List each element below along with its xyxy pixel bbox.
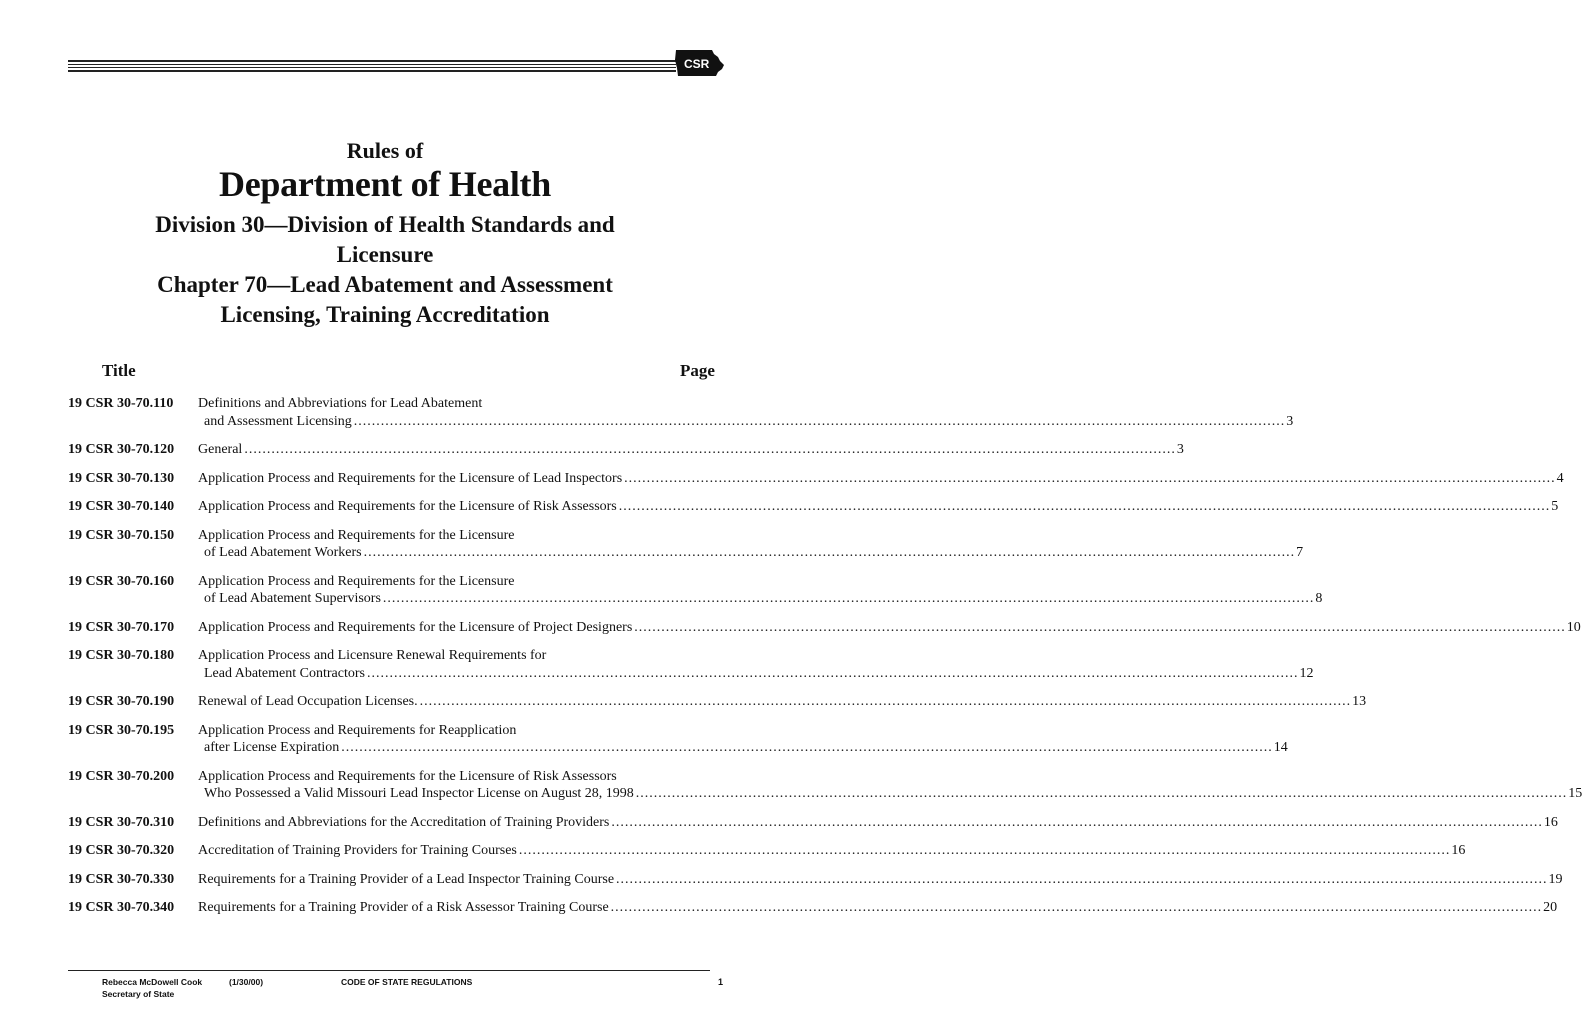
toc-dot-leader [609, 899, 1543, 917]
toc-dot-leader [362, 544, 1296, 562]
toc-entry[interactable] [68, 722, 1288, 757]
toc-entry-body [198, 693, 1366, 711]
toc-entry-title: Requirements for a Training Provider of a Lead Inspector Training Course [198, 871, 615, 887]
toc-entry-page: 10 [1566, 619, 1581, 635]
toc-entry-title: Definitions and Abbreviations for Lead Abatement [198, 396, 483, 411]
toc-entry-body [198, 619, 1581, 637]
toc-entry-code: 19 CSR 30-70.160 [68, 573, 175, 589]
toc-entry[interactable] [68, 395, 1294, 430]
toc-entry[interactable] [68, 619, 1581, 637]
toc-entry-page: 4 [1556, 470, 1564, 486]
toc-dot-leader [614, 871, 1548, 889]
footer-role: Secretary of State [102, 989, 175, 999]
toc-entry-title: Application Process and Requirements for the Licensure [198, 573, 515, 589]
toc-entry-code: 19 CSR 30-70.150 [68, 527, 175, 543]
toc-entry-title-continued: Who Possessed a Valid Missouri Lead Inspector License on August 28, 1998 [204, 786, 634, 801]
toc-entry-code: 19 CSR 30-70.190 [68, 694, 175, 709]
toc-entry-title-continued: and Assessment Licensing [204, 413, 352, 429]
toc-entry-code: 19 CSR 30-70.310 [68, 814, 175, 830]
toc-entry-title: Application Process and Requirements for the Licensure [198, 527, 515, 543]
toc-entry-page: 12 [1299, 665, 1314, 681]
toc-entry-body [198, 647, 1313, 682]
toc-entry[interactable] [68, 470, 1564, 488]
toc-entry-title: Accreditation of Training Providers for Training Courses [198, 843, 517, 858]
toc-dot-leader [609, 814, 1543, 832]
toc-entry-page: 8 [1315, 591, 1323, 606]
toc-entry[interactable] [68, 842, 1466, 860]
toc-entry[interactable] [68, 693, 1367, 711]
toc-entry-page: 3 [1176, 442, 1184, 457]
toc-dot-leader [634, 785, 1568, 803]
toc-entry-code: 19 CSR 30-70.120 [68, 442, 175, 457]
toc-entry-body [198, 527, 1303, 562]
toc-entry[interactable] [68, 814, 1558, 832]
toc-entry-title: General [198, 442, 243, 457]
toc-entry-body [198, 498, 1558, 516]
toc-entry-body [198, 573, 1322, 608]
toc-entry-title: Definitions and Abbreviations for the Accreditation of Training Providers [198, 814, 610, 830]
chapter-heading-line1: Chapter 70—Lead Abatement and Assessment [157, 272, 613, 297]
footer-page-number: 1 [718, 977, 724, 987]
toc-entry[interactable] [68, 768, 1582, 803]
toc-entry-body [198, 899, 1557, 917]
toc-entry-page: 7 [1296, 545, 1304, 560]
toc-entry-page: 19 [1548, 871, 1563, 887]
table-of-contents [68, 395, 1582, 928]
toc-dot-leader [242, 441, 1176, 459]
toc-entry-code: 19 CSR 30-70.340 [68, 900, 175, 915]
toc-entry-code: 19 CSR 30-70.130 [68, 470, 175, 486]
toc-entry-page: 5 [1551, 499, 1559, 514]
chapter-heading [115, 270, 655, 330]
division-heading-line2: Licensure [336, 242, 434, 267]
toc-entry-title-continued: of Lead Abatement Workers [204, 545, 362, 560]
toc-entry-title: Application Process and Licensure Renewal Requirements for [198, 648, 547, 663]
footer-author: Rebecca McDowell Cook [102, 977, 203, 987]
toc-entry-title: Requirements for a Training Provider of a Risk Assessor Training Course [198, 900, 609, 915]
toc-entry-title-continued: of Lead Abatement Supervisors [204, 591, 381, 606]
toc-entry-code: 19 CSR 30-70.200 [68, 768, 175, 784]
toc-dot-leader [632, 619, 1566, 637]
toc-entry[interactable] [68, 573, 1323, 608]
toc-entry-code: 19 CSR 30-70.140 [68, 499, 175, 514]
footer-publication: CODE OF STATE REGULATIONS [341, 977, 473, 987]
toc-entry-title: Renewal of Lead Occupation Licenses. [198, 694, 418, 709]
toc-entry-code: 19 CSR 30-70.170 [68, 619, 175, 635]
toc-entry[interactable] [68, 899, 1558, 917]
toc-dot-leader [365, 665, 1299, 683]
toc-dot-leader [617, 498, 1551, 516]
toc-entry-title: Application Process and Requirements for the Licensure of Project Designers [198, 619, 633, 635]
toc-entry-body [198, 441, 1184, 459]
toc-entry-code: 19 CSR 30-70.110 [68, 396, 174, 411]
toc-dot-leader [339, 739, 1273, 757]
department-title: Department of Health [219, 164, 551, 204]
division-heading [125, 210, 645, 270]
toc-entry-body [198, 814, 1558, 832]
toc-entry-code: 19 CSR 30-70.195 [68, 722, 175, 738]
toc-entry-page: 15 [1568, 786, 1582, 801]
badge-text: CSR [684, 57, 710, 71]
toc-entry-body [198, 842, 1465, 860]
csr-state-badge-icon [674, 48, 726, 78]
toc-dot-leader [352, 413, 1286, 431]
chapter-heading-line2: Licensing, Training Accreditation [220, 302, 550, 327]
toc-entry-code: 19 CSR 30-70.320 [68, 843, 175, 858]
toc-entry-page: 16 [1451, 843, 1466, 858]
toc-entry[interactable] [68, 498, 1559, 516]
toc-entry[interactable] [68, 647, 1314, 682]
footer-rule [68, 970, 710, 971]
toc-entry-body [198, 470, 1564, 488]
toc-entry-body [198, 395, 1293, 430]
column-heading-title: Title [102, 361, 136, 380]
toc-dot-leader [622, 470, 1556, 488]
toc-entry-body [198, 722, 1288, 757]
toc-entry-body [198, 871, 1563, 889]
division-heading-line1: Division 30—Division of Health Standards and [155, 212, 615, 237]
column-heading-page: Page [680, 361, 715, 380]
toc-entry-page: 20 [1543, 900, 1558, 915]
toc-dot-leader [517, 842, 1451, 860]
footer-date: (1/30/00) [229, 977, 264, 987]
toc-entry-title: Application Process and Requirements for Reapplication [198, 722, 517, 738]
toc-entry-page: 13 [1352, 694, 1367, 709]
toc-entry-body [198, 768, 1582, 803]
toc-entry-title: Application Process and Requirements for the Licensure of Risk Assessors [198, 499, 617, 514]
toc-entry[interactable] [68, 441, 1184, 459]
toc-dot-leader [381, 590, 1315, 608]
toc-entry-page: 14 [1273, 740, 1288, 755]
toc-entry-title: Application Process and Requirements for the Licensure of Risk Assessors [198, 768, 617, 784]
toc-entry-code: 19 CSR 30-70.330 [68, 871, 175, 887]
toc-entry[interactable] [68, 527, 1304, 562]
toc-entry-page: 3 [1286, 413, 1294, 429]
toc-entry[interactable] [68, 871, 1563, 889]
toc-entry-page: 16 [1543, 814, 1558, 830]
toc-entry-title-continued: after License Expiration [204, 740, 340, 755]
toc-entry-code: 19 CSR 30-70.180 [68, 648, 175, 663]
header-rule [68, 60, 676, 72]
toc-dot-leader [418, 693, 1352, 711]
rules-of-heading: Rules of [346, 138, 424, 163]
toc-entry-title: Application Process and Requirements for the Licensure of Lead Inspectors [198, 470, 623, 486]
toc-entry-title-continued: Lead Abatement Contractors [204, 665, 365, 681]
